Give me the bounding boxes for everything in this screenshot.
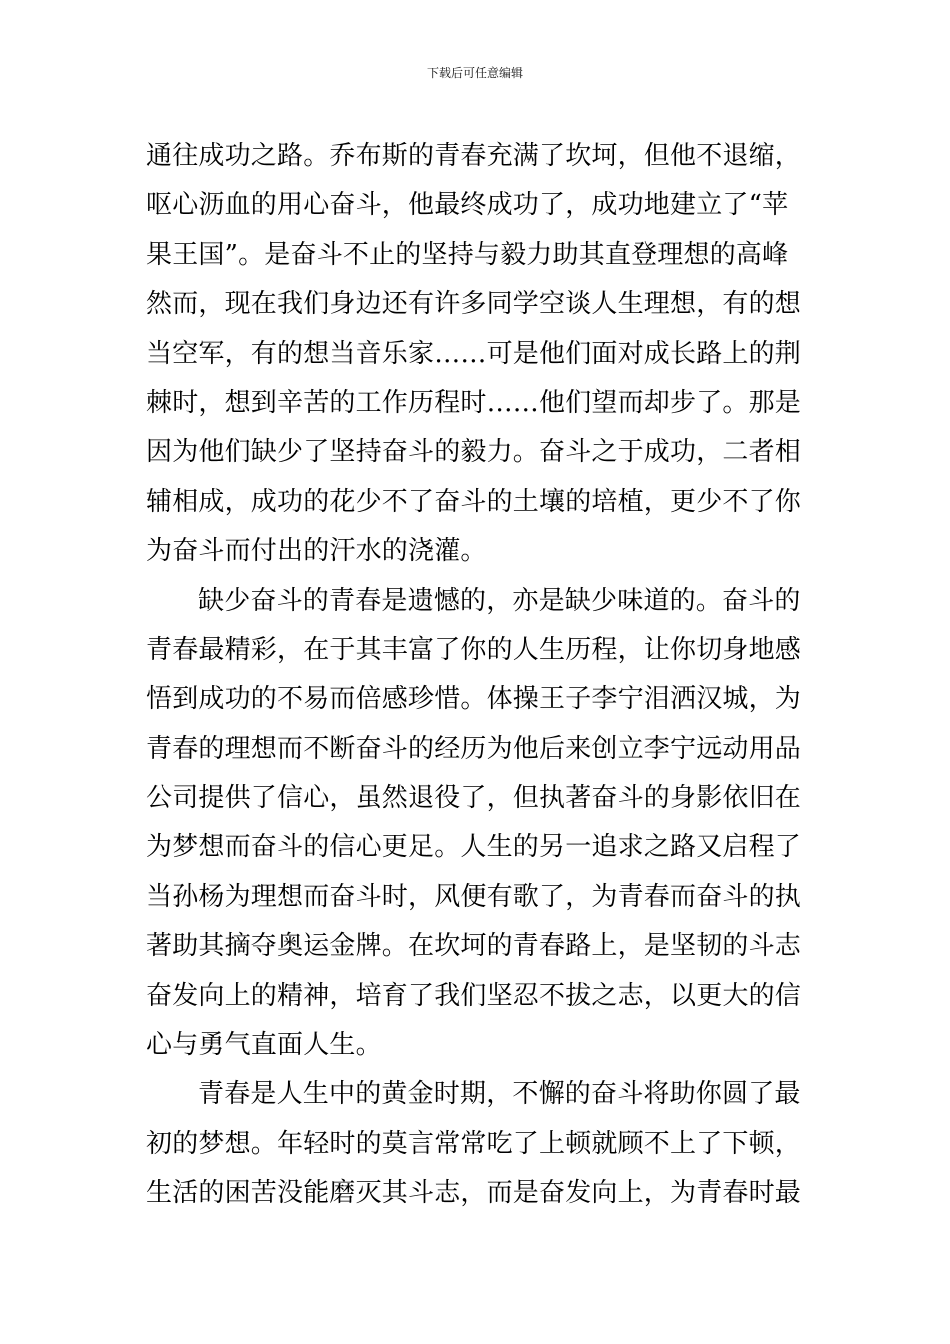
text-line: 然而，现在我们身边还有许多同学空谈人生理想，有的想 <box>146 289 802 320</box>
text-line: 当空军，有的想当音乐家……可是他们面对成长路上的荆 <box>146 338 802 369</box>
paragraph-first-line: 缺少奋斗的青春是遗憾的，亦是缺少味道的。奋斗的 <box>198 585 801 616</box>
text-line: 棘时，想到辛苦的工作历程时……他们望而却步了。那是 <box>146 387 802 418</box>
text-line: 通往成功之路。乔布斯的青春充满了坎坷，但他不退缩， <box>146 141 802 171</box>
text-line: 奋发向上的精神，培育了我们坚忍不拔之志，以更大的信 <box>146 980 802 1011</box>
text-line: 著助其摘夺奥运金牌。在坎坷的青春路上，是坚韧的斗志 <box>146 931 802 962</box>
text-line: 生活的困苦没能磨灭其斗志，而是奋发向上，为青春时最 <box>146 1178 802 1209</box>
text-line: 呕心沥血的用心奋斗，他最终成功了，成功地建立了“苹 <box>146 190 789 221</box>
text-line: 因为他们缺少了坚持奋斗的毅力。奋斗之于成功，二者相 <box>146 437 802 468</box>
page-header: 下载后可任意编辑 <box>426 66 523 80</box>
text-line: 为奋斗而付出的汗水的浇灌。 <box>146 536 487 567</box>
text-line: 心与勇气直面人生。 <box>146 1030 382 1061</box>
text-line: 悟到成功的不易而倍感珍惜。体操王子李宁泪洒汉城，为 <box>146 684 802 715</box>
text-line: 公司提供了信心，虽然退役了，但执著奋斗的身影依旧在 <box>146 783 802 814</box>
text-line: 为梦想而奋斗的信心更足。人生的另一追求之路又启程了 <box>146 832 802 863</box>
text-line: 初的梦想。年轻时的莫言常常吃了上顿就顾不上了下顿， <box>146 1128 802 1159</box>
text-line: 果王国”。是奋斗不止的坚持与毅力助其直登理想的高峰 <box>146 239 789 270</box>
paragraph-first-line: 青春是人生中的黄金时期，不懈的奋斗将助你圆了最 <box>198 1079 801 1110</box>
text-line: 青春最精彩，在于其丰富了你的人生历程，让你切身地感 <box>146 634 802 665</box>
text-line: 青春的理想而不断奋斗的经历为他后来创立李宁远动用品 <box>146 733 802 764</box>
text-line: 辅相成，成功的花少不了奋斗的土壤的培植，更少不了你 <box>146 486 802 517</box>
text-line: 当孙杨为理想而奋斗时，风便有歌了，为青春而奋斗的执 <box>146 881 802 912</box>
document-body <box>146 132 806 1219</box>
